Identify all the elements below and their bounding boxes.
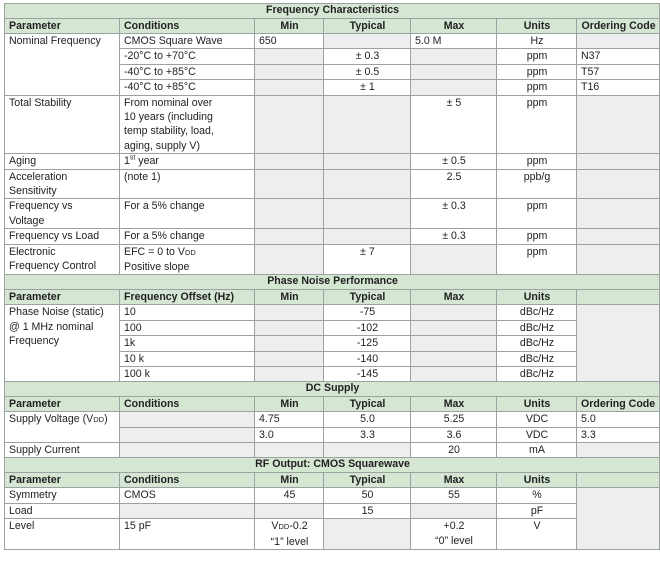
- max-cell: ± 0.5: [411, 154, 497, 169]
- header-row: [5, 472, 660, 487]
- spec-table: [4, 3, 660, 550]
- units-cell: pF: [497, 503, 577, 518]
- code-cell: [577, 488, 660, 550]
- header-parameter: Parameter: [5, 18, 120, 33]
- units-cell: mA: [497, 443, 577, 458]
- typ-cell: [324, 33, 411, 48]
- max-cell: [411, 503, 497, 518]
- max-cell: [411, 519, 497, 550]
- header-row: [5, 289, 660, 304]
- min-cell: 3.0: [255, 427, 324, 442]
- typ-cell: -75: [324, 305, 411, 320]
- min-cell: [255, 64, 324, 79]
- max-cell: ± 0.3: [411, 199, 497, 229]
- typ-cell: [324, 154, 411, 169]
- param-total-stability: Total Stability: [5, 95, 120, 154]
- offset-cell: 100 k: [120, 366, 255, 381]
- units-cell: dBc/Hz: [497, 320, 577, 335]
- min-text: V: [271, 520, 279, 533]
- typ-cell: -102: [324, 320, 411, 335]
- param-line: Acceleration: [9, 170, 68, 183]
- superscript: st: [129, 154, 136, 162]
- offset-cell: 10 k: [120, 351, 255, 366]
- max-text: “0” level: [435, 534, 473, 547]
- param-supply-voltage: [5, 412, 120, 443]
- offset-cell: 1k: [120, 336, 255, 351]
- param-acceleration-sensitivity: [5, 169, 120, 199]
- code-cell: T57: [577, 64, 660, 79]
- typ-cell: [324, 443, 411, 458]
- subscript: DD: [278, 522, 290, 532]
- units-cell: ppm: [497, 95, 577, 154]
- units-cell: VDC: [497, 427, 577, 442]
- units-cell: ppm: [497, 80, 577, 95]
- table-row: [5, 519, 660, 550]
- typ-cell: 50: [324, 488, 411, 503]
- typ-cell: -145: [324, 366, 411, 381]
- header-parameter: Parameter: [5, 472, 120, 487]
- units-cell: ppm: [497, 199, 577, 229]
- typ-cell: 3.3: [324, 427, 411, 442]
- max-cell: [411, 366, 497, 381]
- typ-cell: ± 1: [324, 80, 411, 95]
- typ-cell: ± 0.3: [324, 49, 411, 64]
- cond-cell: [120, 412, 255, 427]
- param-text: Supply Voltage (V: [9, 413, 94, 426]
- min-text: -0.2: [289, 520, 308, 533]
- table-row: [5, 305, 660, 320]
- header-conditions: Conditions: [120, 396, 255, 411]
- min-cell: [255, 229, 324, 244]
- header-row: [5, 396, 660, 411]
- units-cell: dBc/Hz: [497, 305, 577, 320]
- typ-cell: [324, 229, 411, 244]
- max-cell: [411, 64, 497, 79]
- code-cell: [577, 199, 660, 229]
- cond-cell: CMOS: [120, 488, 255, 503]
- units-cell: VDC: [497, 412, 577, 427]
- header-min: Min: [255, 396, 324, 411]
- max-cell: [411, 336, 497, 351]
- code-cell: 3.3: [577, 427, 660, 442]
- param-line: Frequency: [9, 335, 60, 348]
- units-cell: ppm: [497, 64, 577, 79]
- table-row: [5, 412, 660, 427]
- section-row: [5, 275, 660, 290]
- max-cell: 20: [411, 443, 497, 458]
- max-cell: 5.0 M: [411, 33, 497, 48]
- cond-line: aging, supply V): [124, 139, 200, 152]
- cond-cell: -40°C to +85°C: [120, 64, 255, 79]
- header-parameter: Parameter: [5, 396, 120, 411]
- param-load: Load: [5, 503, 120, 518]
- header-min: Min: [255, 289, 324, 304]
- cond-text: Positive slope: [124, 261, 190, 273]
- header-ordering-code: Ordering Code: [577, 18, 660, 33]
- header-units: Units: [497, 18, 577, 33]
- units-cell: ppb/g: [497, 169, 577, 199]
- section-row: [5, 4, 660, 19]
- code-cell: [577, 305, 660, 382]
- cond-cell: -20°C to +70°C: [120, 49, 255, 64]
- typ-cell: -125: [324, 336, 411, 351]
- units-cell: V: [497, 519, 577, 550]
- cond-text: 1: [124, 155, 130, 168]
- param-supply-current: Supply Current: [5, 443, 120, 458]
- param-line: Electronic: [9, 245, 56, 258]
- param-level: Level: [5, 519, 120, 550]
- min-cell: [255, 49, 324, 64]
- cond-text: year: [135, 155, 159, 168]
- cond-text: EFC = 0 to V: [124, 245, 185, 258]
- header-units: Units: [497, 396, 577, 411]
- typ-cell: ± 7: [324, 244, 411, 275]
- table-row: [5, 95, 660, 154]
- units-cell: ppm: [497, 154, 577, 169]
- min-cell: [255, 199, 324, 229]
- min-cell: [255, 519, 324, 550]
- table-row: [5, 244, 660, 275]
- table-row: [5, 169, 660, 199]
- cond-cell: [120, 154, 255, 169]
- offset-cell: 10: [120, 305, 255, 320]
- header-max: Max: [411, 18, 497, 33]
- table-row: [5, 33, 660, 48]
- min-cell: 4.75: [255, 412, 324, 427]
- section-title-rf-output: RF Output: CMOS Squarewave: [5, 458, 660, 473]
- typ-cell: [324, 199, 411, 229]
- min-cell: [255, 154, 324, 169]
- header-empty: [577, 472, 660, 487]
- max-cell: 55: [411, 488, 497, 503]
- min-cell: [255, 305, 324, 320]
- header-max: Max: [411, 396, 497, 411]
- units-cell: dBc/Hz: [497, 336, 577, 351]
- table-row: [5, 443, 660, 458]
- table-row: [5, 229, 660, 244]
- header-typical: Typical: [324, 396, 411, 411]
- header-typical: Typical: [324, 289, 411, 304]
- cond-cell: [120, 427, 255, 442]
- header-row: [5, 18, 660, 33]
- min-cell: [255, 244, 324, 275]
- max-cell: 3.6: [411, 427, 497, 442]
- table-row: [5, 154, 660, 169]
- code-cell: [577, 154, 660, 169]
- header-ordering-code: Ordering Code: [577, 396, 660, 411]
- subscript: DD: [93, 415, 105, 425]
- param-line: Frequency Control: [9, 260, 97, 272]
- cond-cell: (note 1): [120, 169, 255, 199]
- cond-cell: For a 5% change: [120, 229, 255, 244]
- header-empty: [577, 289, 660, 304]
- header-frequency-offset: Frequency Offset (Hz): [120, 289, 255, 304]
- code-cell: [577, 33, 660, 48]
- max-cell: [411, 49, 497, 64]
- units-cell: ppm: [497, 229, 577, 244]
- max-cell: [411, 305, 497, 320]
- min-cell: [255, 366, 324, 381]
- param-line: @ 1 MHz nominal: [9, 320, 94, 333]
- param-frequency-vs-load: Frequency vs Load: [5, 229, 120, 244]
- max-text: +0.2: [443, 520, 465, 533]
- typ-cell: [324, 169, 411, 199]
- param-line: Sensitivity: [9, 184, 57, 197]
- min-cell: [255, 443, 324, 458]
- min-cell: [255, 80, 324, 95]
- subscript: DD: [184, 247, 196, 257]
- typ-cell: -140: [324, 351, 411, 366]
- param-text: ): [104, 413, 108, 426]
- header-parameter: Parameter: [5, 289, 120, 304]
- header-min: Min: [255, 18, 324, 33]
- max-cell: [411, 320, 497, 335]
- max-cell: ± 0.3: [411, 229, 497, 244]
- section-row: [5, 382, 660, 397]
- min-cell: 650: [255, 33, 324, 48]
- header-typical: Typical: [324, 472, 411, 487]
- header-units: Units: [497, 289, 577, 304]
- cond-line: 10 years (including: [124, 110, 213, 123]
- cond-cell: [120, 503, 255, 518]
- param-line: Phase Noise (static): [9, 306, 104, 319]
- code-cell: 5.0: [577, 412, 660, 427]
- cond-cell: -40°C to +85°C: [120, 80, 255, 95]
- header-max: Max: [411, 472, 497, 487]
- section-title-phase-noise: Phase Noise Performance: [5, 275, 660, 290]
- param-electronic-frequency-control: [5, 244, 120, 275]
- cond-cell: [120, 95, 255, 154]
- min-cell: [255, 503, 324, 518]
- typ-cell: ± 0.5: [324, 64, 411, 79]
- cond-cell: [120, 244, 255, 275]
- code-cell: [577, 443, 660, 458]
- max-cell: 2.5: [411, 169, 497, 199]
- typ-cell: [324, 95, 411, 154]
- cond-cell: 15 pF: [120, 519, 255, 550]
- header-conditions: Conditions: [120, 18, 255, 33]
- max-cell: [411, 80, 497, 95]
- header-typical: Typical: [324, 18, 411, 33]
- param-symmetry: Symmetry: [5, 488, 120, 503]
- section-title-frequency: Frequency Characteristics: [5, 4, 660, 19]
- table-row: [5, 199, 660, 229]
- units-cell: ppm: [497, 244, 577, 275]
- typ-cell: [324, 519, 411, 550]
- cond-cell: [120, 443, 255, 458]
- cond-line: From nominal over: [124, 96, 213, 109]
- param-frequency-vs-voltage: [5, 199, 120, 229]
- param-phase-noise: [5, 305, 120, 382]
- units-cell: dBc/Hz: [497, 366, 577, 381]
- header-units: Units: [497, 472, 577, 487]
- max-cell: [411, 351, 497, 366]
- code-cell: [577, 169, 660, 199]
- min-text: “1” level: [270, 535, 309, 548]
- section-row: [5, 458, 660, 473]
- cond-cell: CMOS Square Wave: [120, 33, 255, 48]
- max-cell: ± 5: [411, 95, 497, 154]
- table-row: [5, 488, 660, 503]
- cond-line: temp stability, load,: [124, 125, 214, 138]
- param-line: Frequency vs: [9, 200, 73, 213]
- min-cell: 45: [255, 488, 324, 503]
- code-cell: [577, 229, 660, 244]
- units-cell: ppm: [497, 49, 577, 64]
- units-cell: Hz: [497, 33, 577, 48]
- code-cell: N37: [577, 49, 660, 64]
- typ-cell: 15: [324, 503, 411, 518]
- min-cell: [255, 320, 324, 335]
- code-cell: [577, 244, 660, 275]
- offset-cell: 100: [120, 320, 255, 335]
- table-row: [5, 503, 660, 518]
- cond-cell: For a 5% change: [120, 199, 255, 229]
- header-min: Min: [255, 472, 324, 487]
- min-cell: [255, 95, 324, 154]
- code-cell: T16: [577, 80, 660, 95]
- max-cell: [411, 244, 497, 275]
- param-line: Voltage: [9, 214, 45, 227]
- typ-cell: 5.0: [324, 412, 411, 427]
- max-cell: 5.25: [411, 412, 497, 427]
- min-cell: [255, 336, 324, 351]
- min-cell: [255, 351, 324, 366]
- param-nominal-frequency: Nominal Frequency: [5, 33, 120, 95]
- units-cell: dBc/Hz: [497, 351, 577, 366]
- header-conditions: Conditions: [120, 472, 255, 487]
- units-cell: %: [497, 488, 577, 503]
- header-max: Max: [411, 289, 497, 304]
- section-title-dc-supply: DC Supply: [5, 382, 660, 397]
- min-cell: [255, 169, 324, 199]
- code-cell: [577, 95, 660, 154]
- param-aging: Aging: [5, 154, 120, 169]
